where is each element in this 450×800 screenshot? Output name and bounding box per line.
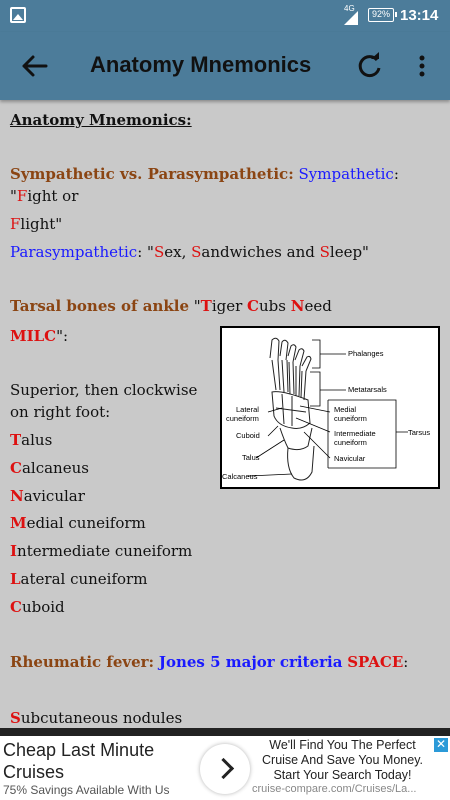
rheumatic-item: Subcutaneous nodules	[10, 709, 183, 727]
ad-subtitle[interactable]: 75% Savings Available With Us	[3, 783, 170, 797]
label-lateral: Lateral	[236, 405, 259, 414]
bone-item: Intermediate cuneiform	[10, 542, 193, 560]
ad-close-icon[interactable]: ✕	[435, 737, 447, 751]
tarsal-line-1: Tarsal bones of ankle "Tiger Cubs Need	[10, 297, 332, 315]
label-medial: Medial	[334, 405, 357, 414]
label-tarsus: Tarsus	[408, 428, 431, 437]
bone-item: Lateral cuneiform	[10, 570, 148, 588]
label-calcaneus: Calcaneus	[222, 472, 258, 481]
ad-open-button[interactable]	[200, 744, 250, 794]
app-bar	[0, 32, 450, 100]
label-intermediate: Intermediate	[334, 429, 376, 438]
label-medial-cuneiform: cuneiform	[334, 414, 367, 423]
tarsal-line-2: MILC":	[10, 327, 69, 345]
tarsal-superior-2: on right foot:	[10, 403, 111, 421]
foot-bones-diagram	[220, 326, 440, 489]
bone-item: Talus	[10, 431, 53, 449]
label-navicular: Navicular	[334, 454, 366, 463]
label-cuboid: Cuboid	[236, 431, 260, 440]
sympathetic-line-1: Sympathetic vs. Parasympathetic: Sympathetic:	[10, 165, 399, 183]
battery-indicator: 92%	[368, 8, 394, 22]
signal-icon	[344, 11, 358, 25]
refresh-icon[interactable]	[352, 50, 386, 82]
parasympathetic-line: Parasympathetic: "Sex, Sandwiches and Sleep"	[10, 243, 369, 261]
bone-item: Medial cuneiform	[10, 514, 146, 532]
sympathetic-line-2: "Fight or	[10, 187, 79, 205]
bone-item: Calcaneus	[10, 459, 89, 477]
bone-item: Cuboid	[10, 598, 65, 616]
bone-item: Navicular	[10, 487, 85, 505]
network-type: 4G	[344, 4, 355, 13]
status-bar	[0, 0, 450, 32]
foot-bones-illustration	[222, 328, 438, 487]
ad-body-text[interactable]: We'll Find You The Perfect Cruise And Save You Money. Start Your Search Today!	[262, 738, 423, 782]
content-divider	[0, 728, 450, 736]
page-title: Anatomy Mnemonics	[90, 52, 312, 77]
label-intermediate-cuneiform: cuneiform	[334, 438, 367, 447]
image-notification-icon	[10, 7, 26, 23]
label-metatarsals: Metatarsals	[348, 385, 387, 394]
label-talus: Talus	[242, 453, 260, 462]
label-phalanges: Phalanges	[348, 349, 384, 358]
back-arrow-icon[interactable]	[16, 50, 52, 82]
content-heading: Anatomy Mnemonics:	[10, 111, 192, 129]
label-lateral-cuneiform: cuneiform	[226, 414, 259, 423]
mnemonics-content	[0, 100, 450, 728]
tarsal-superior-1: Superior, then clockwise	[10, 381, 198, 399]
ad-banner[interactable]	[0, 736, 450, 800]
sympathetic-line-3: Flight"	[10, 215, 63, 233]
ad-title[interactable]: Cheap Last Minute Cruises	[3, 740, 155, 782]
ad-url[interactable]: cruise-compare.com/Cruises/La...	[252, 783, 417, 795]
status-time: 13:14	[400, 7, 439, 24]
rheumatic-line: Rheumatic fever: Jones 5 major criteria SPACE:	[10, 653, 409, 671]
overflow-menu-icon[interactable]	[408, 50, 436, 82]
